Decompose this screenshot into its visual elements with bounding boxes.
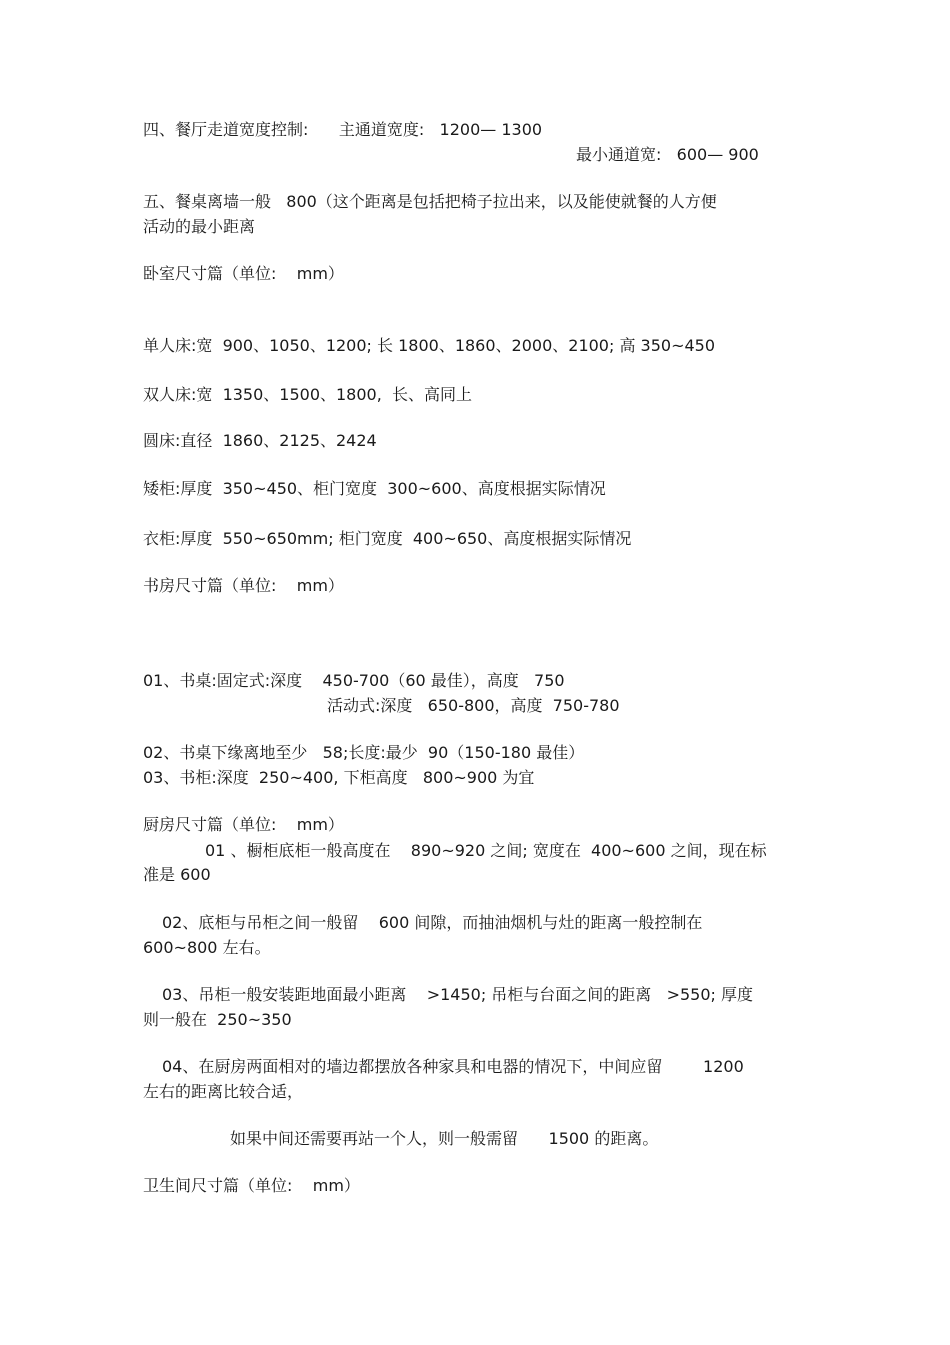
bedroom-section-heading: 卧室尺寸篇（单位: mm） (143, 264, 344, 283)
kitchen-aisle-cont: 左右的距离比较合适， (143, 1082, 304, 1101)
wall-cabinet-cont: 则一般在 250~350 (143, 1010, 292, 1029)
bathroom-section-heading: 卫生间尺寸篇（单位: mm） (143, 1176, 360, 1195)
double-bed-line: 双人床:宽 1350、1500、1800, 长、高同上 (143, 385, 472, 404)
dining-aisle-width-line: 四、餐厅走道宽度控制: 主通道宽度: 1200— 1300 (143, 120, 543, 139)
kitchen-gap-line: 02、底柜与吊柜之间一般留 600 间隙，而抽油烟机与灶的距离一般控制在 (162, 913, 703, 932)
kitchen-gap-cont: 600~800 左右。 (143, 938, 271, 957)
table-wall-distance-cont: 活动的最小距离 (143, 217, 256, 236)
desk-movable-line: 活动式:深度 650-800，高度 750-780 (327, 696, 620, 715)
kitchen-aisle-extra-line: 如果中间还需要再站一个人，则一般需留 1500 的距离。 (230, 1129, 659, 1148)
min-aisle-width-line: 最小通道宽: 600— 900 (576, 145, 759, 164)
low-cabinet-line: 矮柜:厚度 350~450、柜门宽度 300~600、高度根据实际情况 (143, 479, 606, 498)
wall-cabinet-line: 03、吊柜一般安装距地面最小距离 >1450; 吊柜与台面之间的距离 >550; 厚度 (162, 985, 753, 1004)
desk-fixed-line: 01、书桌:固定式:深度 450-700（60 最佳），高度 750 (143, 671, 565, 690)
wardrobe-line: 衣柜:厚度 550~650mm; 柜门宽度 400~650、高度根据实际情况 (143, 529, 632, 548)
bookcase-line: 03、书柜:深度 250~400, 下柜高度 800~900 为宜 (143, 768, 535, 787)
kitchen-base-cabinet-cont: 准是 600 (143, 865, 211, 884)
single-bed-line: 单人床:宽 900、1050、1200; 长 1800、1860、2000、2100; 高 350~450 (143, 336, 716, 355)
kitchen-section-heading: 厨房尺寸篇（单位: mm） (143, 815, 344, 834)
desk-clearance-line: 02、书桌下缘离地至少 58;长度:最少 90（150-180 最佳） (143, 743, 585, 762)
kitchen-base-cabinet-line: 01 、橱柜底柜一般高度在 890~920 之间; 宽度在 400~600 之间，现在标 (205, 841, 767, 860)
study-section-heading: 书房尺寸篇（单位: mm） (143, 576, 344, 595)
table-wall-distance-line: 五、餐桌离墙一般 800（这个距离是包括把椅子拉出来，以及能使就餐的人方便 (143, 192, 717, 211)
round-bed-line: 圆床:直径 1860、2125、2424 (143, 431, 377, 450)
kitchen-aisle-line: 04、在厨房两面相对的墙边都摆放各种家具和电器的情况下，中间应留 1200 (162, 1057, 744, 1076)
